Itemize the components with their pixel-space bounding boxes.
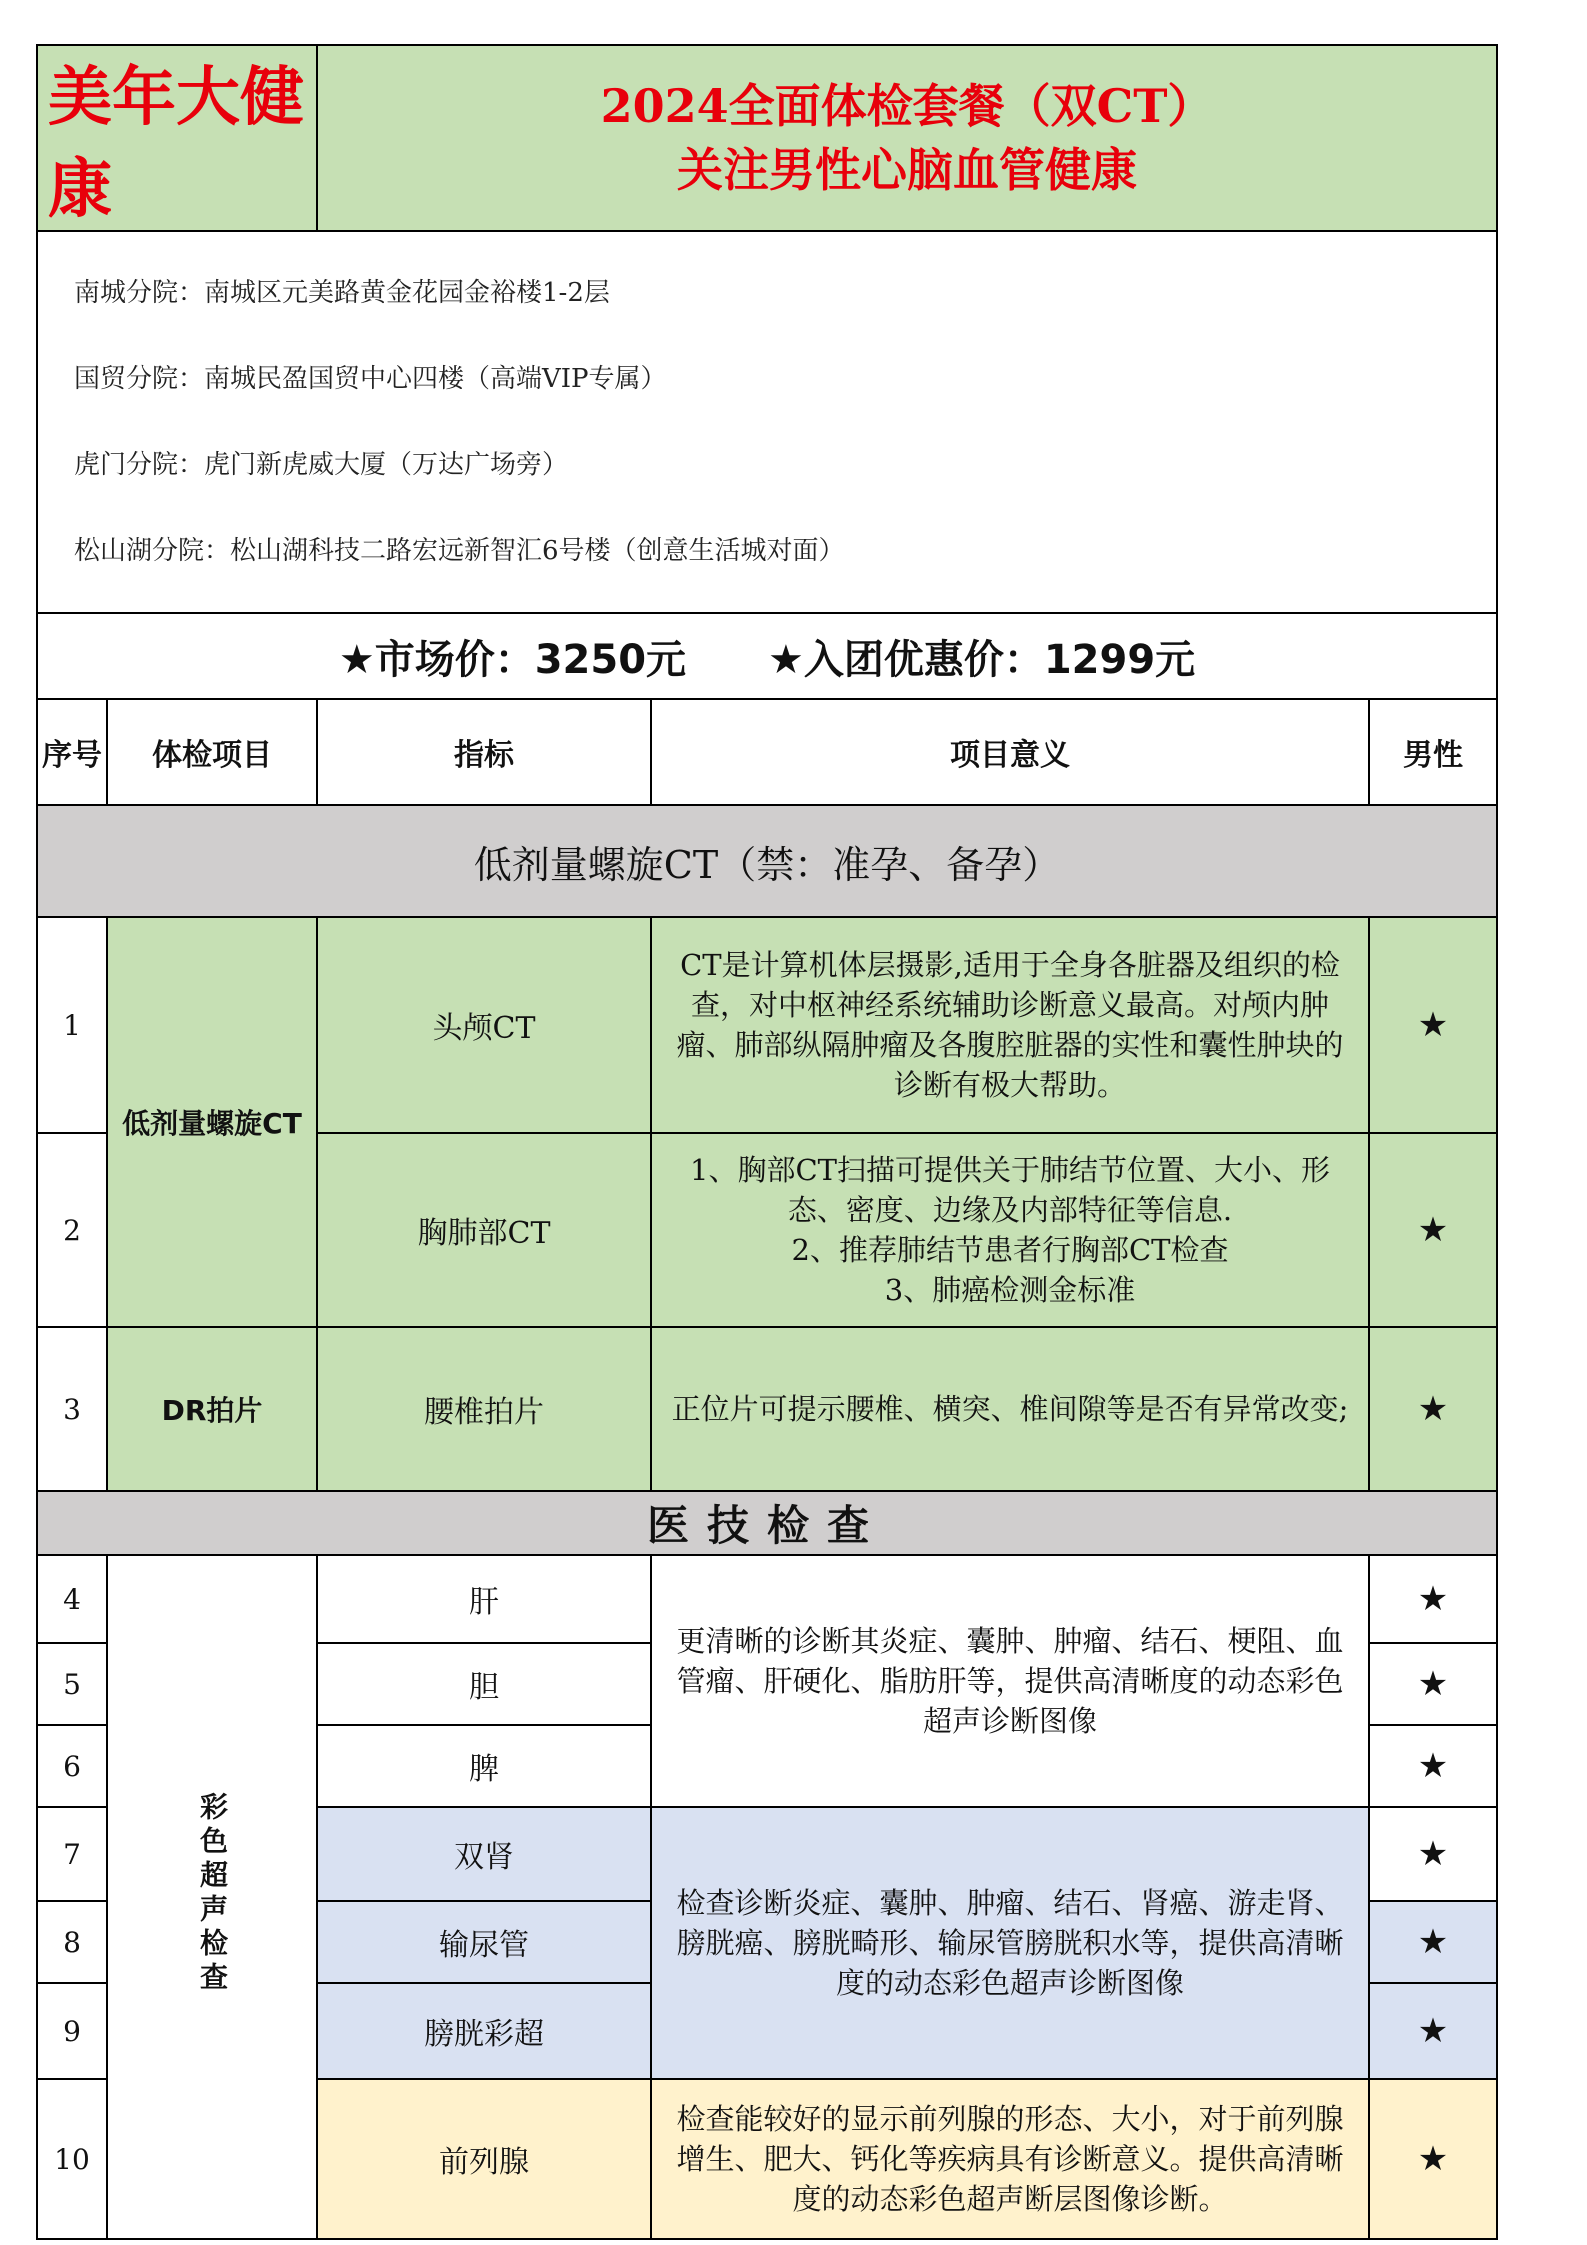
male-mark: ★ <box>1369 1133 1497 1327</box>
indicator-liver: 肝 <box>317 1555 651 1643</box>
indicator-kidneys: 双肾 <box>317 1807 651 1901</box>
row-number: 7 <box>37 1807 107 1901</box>
meaning-kidney-group: 检查诊断炎症、囊肿、肿瘤、结石、肾癌、游走肾、膀胱癌、膀胱畸形、输尿管膀胱积水等，提供高清晰度的动态彩色超声诊断图像 <box>651 1807 1369 2079</box>
row-number: 9 <box>37 1983 107 2079</box>
category-ct: 低剂量螺旋CT <box>107 917 317 1327</box>
section-title-medtech: 医技检查 <box>37 1491 1497 1555</box>
indicator-bladder: 膀胱彩超 <box>317 1983 651 2079</box>
meaning-chest-ct <box>651 1133 1369 1327</box>
meaning-chest-ct-line1: 1、胸部CT扫描可提供关于肺结节位置、大小、形态、密度、边缘及内部特征等信息. <box>690 1153 1330 1227</box>
male-mark: ★ <box>1369 1725 1497 1807</box>
indicator-lumbar: 腰椎拍片 <box>317 1327 651 1491</box>
row-number: 5 <box>37 1643 107 1725</box>
category-dr: DR拍片 <box>107 1327 317 1491</box>
col-header-no: 序号 <box>37 699 107 805</box>
package-title <box>317 45 1497 231</box>
category-ultrasound <box>107 1555 317 2239</box>
row-number: 2 <box>37 1133 107 1327</box>
indicator-ureter: 输尿管 <box>317 1901 651 1983</box>
indicator-chest-ct: 胸肺部CT <box>317 1133 651 1327</box>
category-ultrasound-label: 彩色超声检查 <box>196 1791 229 1996</box>
row-number: 1 <box>37 917 107 1133</box>
meaning-head-ct: CT是计算机体层摄影,适用于全身各脏器及组织的检查，对中枢神经系统辅助诊断意义最高。对颅内肿瘤、肺部纵隔肿瘤及各腹腔脏器的实性和囊性肿块的诊断有极大帮助。 <box>651 917 1369 1133</box>
col-header-indicator: 指标 <box>317 699 651 805</box>
branch-humen: 虎门分院：虎门新虎威大厦（万达广场旁） <box>74 450 569 480</box>
col-header-male: 男性 <box>1369 699 1497 805</box>
male-mark: ★ <box>1369 1901 1497 1983</box>
row-number: 4 <box>37 1555 107 1643</box>
table-row <box>37 917 1497 1133</box>
brand-logo-text: 美年大健康 <box>37 45 317 231</box>
indicator-head-ct: 头颅CT <box>317 917 651 1133</box>
package-title-line2: 关注男性心脑血管健康 <box>677 143 1137 197</box>
male-mark: ★ <box>1369 1983 1497 2079</box>
row-number: 10 <box>37 2079 107 2239</box>
col-header-meaning: 项目意义 <box>651 699 1369 805</box>
meaning-chest-ct-line2: 2、推荐肺结节患者行胸部CT检查 <box>791 1233 1229 1267</box>
male-mark: ★ <box>1369 1327 1497 1491</box>
branch-nancheng: 南城分院：南城区元美路黄金花园金裕楼1-2层 <box>74 278 610 308</box>
indicator-prostate: 前列腺 <box>317 2079 651 2239</box>
table-row <box>37 1327 1497 1491</box>
price-row <box>37 613 1497 699</box>
male-mark: ★ <box>1369 1643 1497 1725</box>
market-price: ★市场价：3250元 <box>338 636 687 683</box>
meaning-liver-group: 更清晰的诊断其炎症、囊肿、肿瘤、结石、梗阻、血管瘤、肝硬化、脂肪肝等，提供高清晰度的动态彩色超声诊断图像 <box>651 1555 1369 1807</box>
male-mark: ★ <box>1369 1807 1497 1901</box>
meaning-chest-ct-line3: 3、肺癌检测金标准 <box>884 1273 1136 1307</box>
meaning-prostate: 检查能较好的显示前列腺的形态、大小，对于前列腺增生、肥大、钙化等疾病具有诊断意义。提供高清晰度的动态彩色超声断层图像诊断。 <box>651 2079 1369 2239</box>
indicator-gallbladder: 胆 <box>317 1643 651 1725</box>
column-header-row <box>37 699 1497 805</box>
indicator-spleen: 脾 <box>317 1725 651 1807</box>
package-table <box>36 44 1498 2240</box>
branch-list <box>37 231 1497 613</box>
branch-guomao: 国贸分院：南城民盈国贸中心四楼（高端VIP专属） <box>74 364 667 394</box>
row-number: 6 <box>37 1725 107 1807</box>
package-title-line1: 2024全面体检套餐（双CT） <box>600 79 1214 133</box>
row-number: 3 <box>37 1327 107 1491</box>
meaning-lumbar: 正位片可提示腰椎、横突、椎间隙等是否有异常改变; <box>651 1327 1369 1491</box>
table-row <box>37 1555 1497 1643</box>
package-sheet <box>36 44 1496 2240</box>
male-mark: ★ <box>1369 2079 1497 2239</box>
male-mark: ★ <box>1369 1555 1497 1643</box>
group-price: ★入团优惠价：1299元 <box>767 636 1196 683</box>
row-number: 8 <box>37 1901 107 1983</box>
section-title-ct: 低剂量螺旋CT（禁：准孕、备孕） <box>37 805 1497 917</box>
branch-songshanhu: 松山湖分院：松山湖科技二路宏远新智汇6号楼（创意生活城对面） <box>74 536 845 566</box>
male-mark: ★ <box>1369 917 1497 1133</box>
col-header-item: 体检项目 <box>107 699 317 805</box>
